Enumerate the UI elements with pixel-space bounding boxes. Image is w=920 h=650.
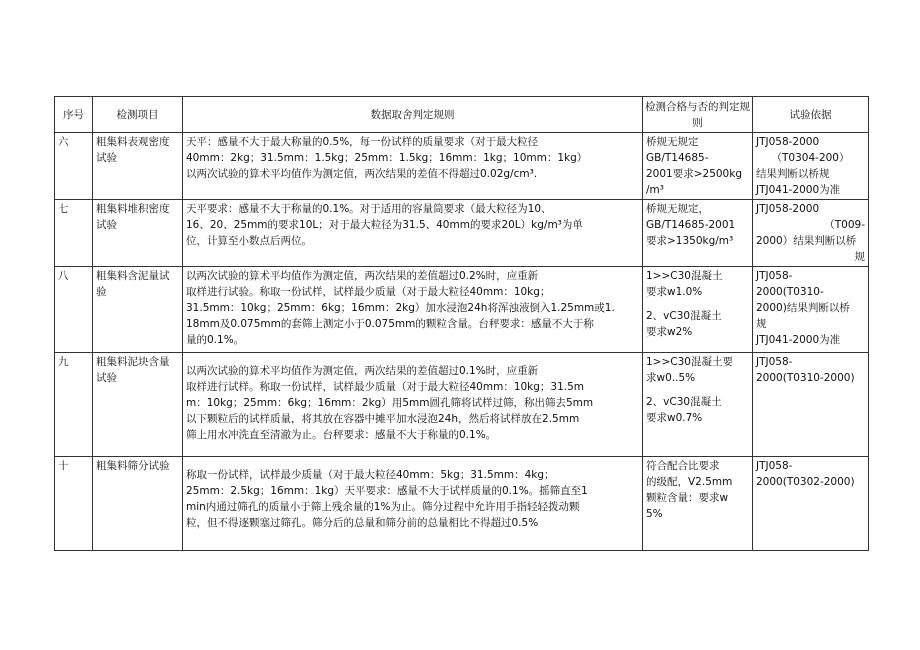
table-row (55, 353, 869, 457)
basis-line: 规 (756, 318, 767, 330)
criteria-line: 求w0..5% (646, 372, 696, 384)
row-pass-criteria (643, 353, 753, 457)
row-test-item: 粗集料表观密度试验 (93, 133, 183, 200)
row-test-item: 粗集料筛分试验 (93, 457, 183, 551)
criteria-line: 2001要求>2500kg (646, 168, 742, 180)
row-data-rule (183, 353, 643, 457)
rule-line: 以两次试验的算术平均值作为测定值，两次结果的差值超过0.2%时，应重新 (186, 270, 539, 282)
basis-line: 2000(T0310- (756, 286, 824, 298)
header-pass-criteria: 检测合格与否的判定规则 (643, 97, 753, 133)
rule-line: 筛上用水冲洗直至清澈为止。台秤要求：感量不大于称量的0.1%。 (186, 429, 497, 441)
row-pass-criteria (643, 267, 753, 353)
criteria-line: 要求w0.7% (646, 412, 703, 424)
criteria-line: /m³ (646, 184, 664, 196)
basis-line: 规 (854, 251, 865, 263)
criteria-line: 要求>1350kg/m³ (646, 235, 734, 247)
basis-line: 2000）结果判断以桥 (756, 235, 857, 247)
basis-line: （T009- (824, 219, 865, 231)
criteria-line: 桥规无规定 (646, 136, 699, 148)
rule-line: 以两次试验的算术平均值作为测定值，两次结果的差值不得超过0.02g/cm³. (186, 168, 538, 180)
criteria-line: 桥规无规定， (646, 203, 709, 215)
row-index: 十 (55, 457, 93, 551)
criteria-line: 要求w2% (646, 326, 693, 338)
inspection-table-sheet (54, 96, 868, 548)
criteria-line: 2、vC30混凝土 (646, 310, 722, 322)
header-data-rule: 数据取舍判定规则 (183, 97, 643, 133)
row-data-rule (183, 200, 643, 267)
rule-line: 取样进行试验。称取一份试样，试样最少质量（对于最大粒径40mm：10kg； (186, 286, 551, 298)
basis-line: JTJ058-2000 (756, 136, 820, 148)
criteria-line: 颗粒含量：要求w (646, 492, 729, 504)
header-test-item: 检测项目 (93, 97, 183, 133)
row-test-basis (753, 457, 869, 551)
table-row (55, 267, 869, 353)
criteria-line: 1>>C30混凝土要 (646, 356, 733, 368)
table-row (55, 200, 869, 267)
header-index: 序号 (55, 97, 93, 133)
row-test-basis (753, 133, 869, 200)
criteria-line: 要求w1.0% (646, 286, 703, 298)
basis-line: （T0304-200） (771, 152, 850, 164)
criteria-line: 5% (646, 508, 663, 520)
row-test-basis (753, 353, 869, 457)
row-pass-criteria (643, 200, 753, 267)
criteria-line: 符合配合比要求 (646, 460, 720, 472)
criteria-line: 的级配，V2.5mm (646, 476, 733, 488)
row-data-rule (183, 457, 643, 551)
basis-line: JTJ058- (756, 270, 793, 282)
row-index: 九 (55, 353, 93, 457)
rule-line: 以两次试验的算术平均值作为测定值，两次结果的差值超过0.1%时，应重新 (186, 365, 539, 377)
table-header-row (55, 97, 869, 133)
inspection-rules-table (54, 96, 869, 551)
row-pass-criteria (643, 457, 753, 551)
basis-line: JTJ041-2000为准 (756, 184, 841, 196)
row-test-item: 粗集料含泥量试验 (93, 267, 183, 353)
rule-line: 称取一份试样，试样最少质量（对于最大粒径40mm：5kg；31.5mm：4kg； (186, 469, 555, 481)
header-test-basis: 试验依据 (753, 97, 869, 133)
spacer (646, 386, 749, 394)
basis-line: 2000(T0302-2000) (756, 476, 855, 488)
row-index: 七 (55, 200, 93, 267)
rule-line: 天平要求：感量不大于称量的0.1%。对于适用的容量筒要求（最大粒径为10、 (186, 203, 552, 215)
rule-line: 40mm：2kg；31.5mm：1.5kg；25mm：1.5kg；16mm：1kg；10mm：1kg） (186, 152, 588, 164)
basis-line: JTJ058- (756, 356, 793, 368)
row-test-item: 粗集料堆积密度试验 (93, 200, 183, 267)
rule-line: 位，计算至小数点后两位。 (186, 235, 312, 247)
rule-line: 天平：感量不大于最大称量的0.5%，每一份试样的质量要求（对于最大粒径 (186, 136, 539, 148)
basis-line: JTJ041-2000为准 (756, 334, 841, 346)
rule-line: 25mm：2.5kg；16mm：1kg）天平要求：感量不大于试样质量的0.1%。摇筛直至1 (186, 485, 588, 497)
rule-line: m：10kg；25mm：6kg；16mm：2kg）用5mm圆孔筛将试样过筛，称出筛去5mm (186, 397, 594, 409)
row-test-basis (753, 267, 869, 353)
rule-line: 以下颗粒后的试样质量，将其放在容器中摊平加水浸泡24h，然后将试样放在2.5mm (186, 413, 580, 425)
rule-line: 粒，但不得逐颗塞过筛孔。筛分后的总量和筛分前的总量相比不得超过0.5% (186, 517, 539, 529)
rule-line: min内通过筛孔的质量小于筛上残余量的1%为止。筛分过程中允许用手指轻轻拨动颗 (186, 501, 580, 513)
row-data-rule (183, 267, 643, 353)
criteria-line: GB/T14685- (646, 152, 709, 164)
rule-line: 31.5mm：10kg；25mm：6kg；16mm：2kg）加水浸泡24h将浑浊液倒入1.25mm或1. (186, 302, 615, 314)
row-test-basis (753, 200, 869, 267)
rule-line: 18mm及0.075mm的套筛上测定小于0.075mm的颗粒含量。台秤要求：感量不大于称 (186, 318, 594, 330)
table-row (55, 457, 869, 551)
row-index: 六 (55, 133, 93, 200)
row-data-rule (183, 133, 643, 200)
criteria-line: GB/T14685-2001 (646, 219, 736, 231)
criteria-line: 2、vC30混凝土 (646, 396, 722, 408)
basis-line: JTJ058-2000 (756, 203, 820, 215)
spacer (646, 300, 749, 308)
table-row (55, 133, 869, 200)
rule-line: 16、20、25mm的要求10L；对于最大粒径为31.5、40mm的要求20L）kg/m³为单 (186, 219, 583, 231)
row-pass-criteria (643, 133, 753, 200)
basis-line: 2000(T0310-2000) (756, 372, 855, 384)
basis-line: JTJ058- (756, 460, 793, 472)
rule-line: 取样进行试样。称取一份试样，试样最少质量（对于最大粒径40mm：10kg；31.5m (186, 381, 585, 393)
row-test-item: 粗集料泥块含量试验 (93, 353, 183, 457)
row-index: 八 (55, 267, 93, 353)
criteria-line: 1>>C30混凝土 (646, 270, 723, 282)
basis-line: 2000)结果判断以桥 (756, 302, 850, 314)
rule-line: 量的0.1%。 (186, 334, 245, 346)
basis-line: 结果判断以桥规 (756, 168, 830, 180)
